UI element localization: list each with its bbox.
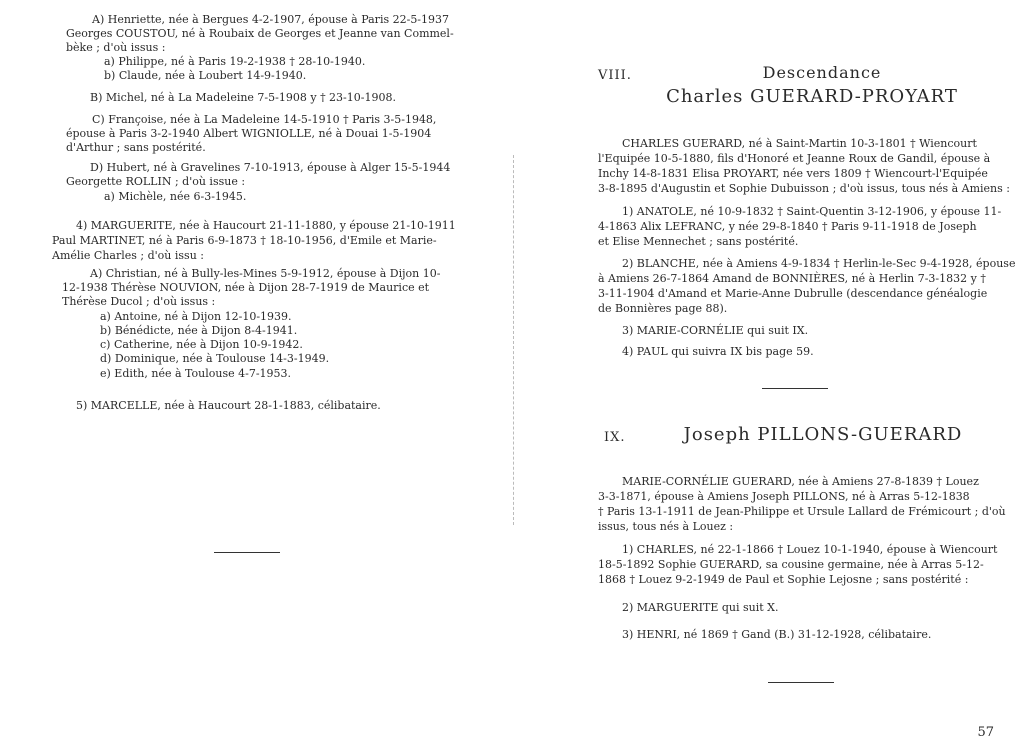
text-line: A) Christian, né à Bully-les-Mines 5-9-1912, épouse à Dijon 10- <box>90 267 441 280</box>
text-line: 3-3-1871, épouse à Amiens Joseph PILLONS, né à Arras 5-12-1838 <box>598 490 970 503</box>
text-line: 18-5-1892 Sophie GUERARD, sa cousine germaine, née à Arras 5-12- <box>598 558 984 571</box>
text-line: bèke ; d'où issus : <box>66 41 166 54</box>
text-line: D) Hubert, né à Gravelines 7-10-1913, épouse à Alger 15-5-1944 <box>90 161 451 174</box>
text-line: 3) MARIE-CORNÉLIE qui suit IX. <box>622 324 809 337</box>
section-divider <box>762 388 828 389</box>
text-line: † Paris 13-1-1911 de Jean-Philippe et Ursule Lallard de Frémicourt ; d'où <box>598 505 1006 518</box>
text-line: 12-1938 Thérèse NOUVION, née à Dijon 28-7-1919 de Maurice et <box>62 281 430 294</box>
text-line: a) Philippe, né à Paris 19-2-1938 † 28-10-1940. <box>104 55 366 68</box>
text-line: A) Henriette, née à Bergues 4-2-1907, épouse à Paris 22-5-1937 <box>92 13 450 26</box>
text-line: 5) MARCELLE, née à Haucourt 28-1-1883, célibataire. <box>76 399 381 412</box>
section-heading: Charles GUERARD-PROYART <box>666 86 958 107</box>
text-line: Thérèse Ducol ; d'où issus : <box>62 295 216 308</box>
text-line: 4) MARGUERITE, née à Haucourt 21-11-1880, y épouse 21-10-1911 <box>76 219 456 232</box>
text-line: C) Françoise, née à La Madeleine 14-5-1910 † Paris 3-5-1948, <box>92 113 437 126</box>
text-line: c) Catherine, née à Dijon 10-9-1942. <box>100 338 303 351</box>
text-line: a) Antoine, né à Dijon 12-10-1939. <box>100 310 292 323</box>
text-line: 3) HENRI, né 1869 † Gand (B.) 31-12-1928, célibataire. <box>622 628 932 641</box>
text-line: Georgette ROLLIN ; d'où issue : <box>66 175 246 188</box>
text-line: issus, tous nés à Louez : <box>598 520 734 533</box>
section-heading: Descendance <box>762 63 882 82</box>
text-line: b) Claude, née à Loubert 14-9-1940. <box>104 69 307 82</box>
text-line: a) Michèle, née 6-3-1945. <box>104 190 247 203</box>
text-line: Inchy 14-8-1831 Elisa PROYART, née vers 1809 † Wiencourt-l'Equipée <box>598 167 988 180</box>
text-line: e) Edith, née à Toulouse 4-7-1953. <box>100 367 292 380</box>
text-line: 4) PAUL qui suivra IX bis page 59. <box>622 345 814 358</box>
text-line: Georges COUSTOU, né à Roubaix de Georges et Jeanne van Commel- <box>66 27 454 40</box>
section-number: IX. <box>604 430 626 445</box>
text-line: épouse à Paris 3-2-1940 Albert WIGNIOLLE, né à Douai 1-5-1904 <box>66 127 432 140</box>
text-line: 1868 † Louez 9-2-1949 de Paul et Sophie Lejosne ; sans postérité : <box>598 573 969 586</box>
text-line: l'Equipée 10-5-1880, fils d'Honoré et Jeanne Roux de Gandil, épouse à <box>598 152 991 165</box>
text-line: d'Arthur ; sans postérité. <box>66 141 206 154</box>
text-line: MARIE-CORNÉLIE GUERARD, née à Amiens 27-8-1839 † Louez <box>622 475 979 488</box>
page-number: 57 <box>977 725 994 740</box>
text-line: 2) MARGUERITE qui suit X. <box>622 601 779 614</box>
text-line: B) Michel, né à La Madeleine 7-5-1908 y † 23-10-1908. <box>90 91 396 104</box>
text-line: de Bonnières page 88). <box>598 302 728 315</box>
text-line: et Elise Mennechet ; sans postérité. <box>598 235 799 248</box>
text-line: 3-8-1895 d'Augustin et Sophie Dubuisson ; d'où issus, tous nés à Amiens : <box>598 182 1010 195</box>
text-line: CHARLES GUERARD, né à Saint-Martin 10-3-1801 † Wiencourt <box>622 137 977 150</box>
text-line: 2) BLANCHE, née à Amiens 4-9-1834 † Herlin-le-Sec 9-4-1928, épouse <box>622 257 1016 270</box>
text-line: 4-1863 Alix LEFRANC, y née 29-8-1840 † Paris 9-11-1918 de Joseph <box>598 220 977 233</box>
text-line: d) Dominique, née à Toulouse 14-3-1949. <box>100 352 330 365</box>
section-number: VIII. <box>598 68 632 83</box>
text-line: b) Bénédicte, née à Dijon 8-4-1941. <box>100 324 298 337</box>
text-line: à Amiens 26-7-1864 Amand de BONNIÈRES, né à Herlin 7-3-1832 y † <box>598 272 986 285</box>
text-line: Amélie Charles ; d'où issu : <box>52 249 204 262</box>
section-divider <box>214 552 280 553</box>
text-line: 1) CHARLES, né 22-1-1866 † Louez 10-1-1940, épouse à Wiencourt <box>622 543 998 556</box>
text-line: 3-11-1904 d'Amand et Marie-Anne Dubrulle (descendance généalogie <box>598 287 988 300</box>
section-divider <box>768 682 834 683</box>
text-line: 1) ANATOLE, né 10-9-1832 † Saint-Quentin 3-12-1906, y épouse 11- <box>622 205 1002 218</box>
right-page <box>512 0 1024 742</box>
section-heading: Joseph PILLONS-GUERARD <box>683 424 963 445</box>
text-line: Paul MARTINET, né à Paris 6-9-1873 † 18-10-1956, d'Emile et Marie- <box>52 234 437 247</box>
